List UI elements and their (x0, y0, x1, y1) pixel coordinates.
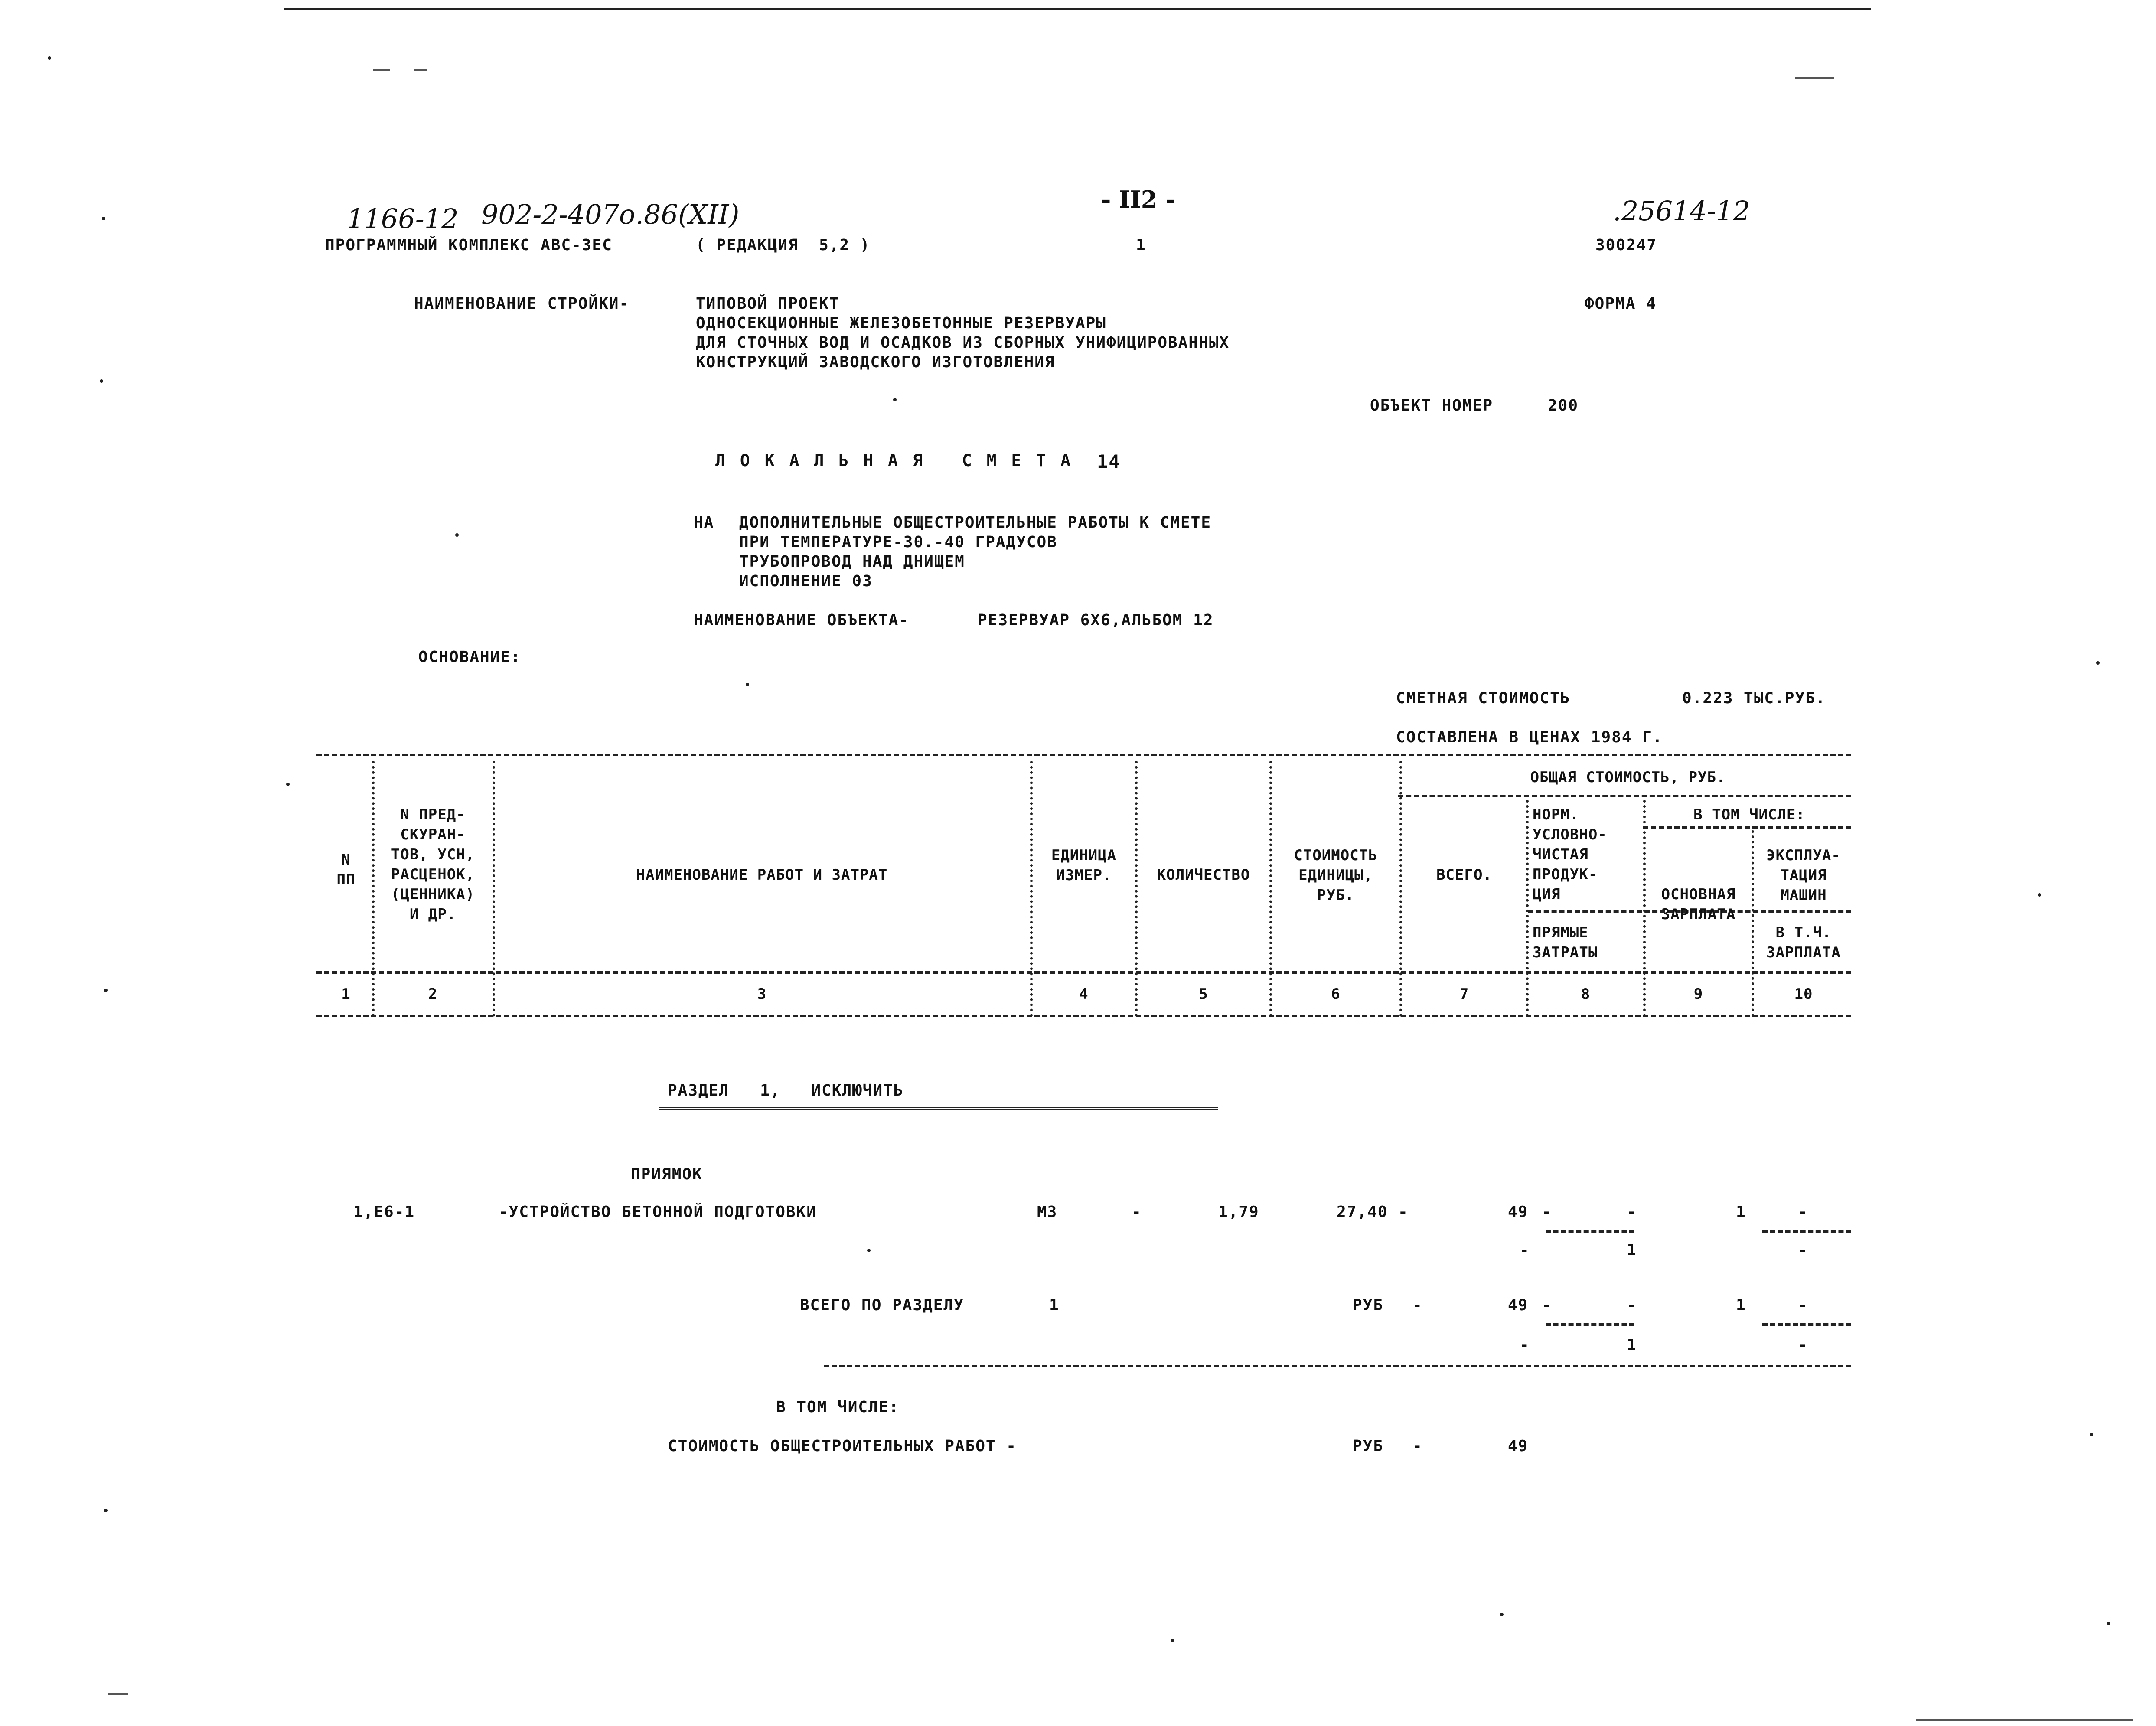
scan-speck (2038, 893, 2041, 897)
scan-mark (414, 69, 427, 71)
col-number-6: 6 (1331, 985, 1341, 1003)
col-machine-wages-header: В Т.Ч. ЗАРПЛАТА (1766, 924, 1841, 961)
group-separator (1398, 795, 1851, 797)
col-sep-3 (1030, 761, 1033, 1017)
object-number: 200 (1548, 397, 1579, 414)
general-works-value: 49 (1508, 1437, 1529, 1455)
col-number-3: 3 (757, 985, 767, 1003)
col-unit-header: ЕДИНИЦА ИЗМЕР. (1051, 847, 1117, 884)
col-sep-9 (1752, 830, 1754, 1017)
item-machines: 1 (1736, 1203, 1746, 1221)
group-total-cost-header: ОБЩАЯ СТОИМОСТЬ, РУБ. (1530, 769, 1726, 786)
object-name-label: НАИМЕНОВАНИЕ ОБЪЕКТА- (694, 611, 910, 629)
project-line-1: ТИПОВОЙ ПРОЕКТ (696, 295, 840, 313)
object-number-label: ОБЪЕКТ НОМЕР (1370, 397, 1494, 414)
general-works-unit: РУБ (1353, 1437, 1384, 1455)
page-number: - II2 - (1101, 186, 1175, 213)
col-wages-header: ОСНОВНАЯ ЗАРПЛАТА (1661, 886, 1736, 923)
estimate-title: ЛОКАЛЬНАЯ СМЕТА (715, 451, 1086, 470)
col-number-2: 2 (428, 985, 438, 1003)
item-sub-rule-1 (1546, 1230, 1634, 1233)
scan-mark (1795, 77, 1834, 79)
scan-speck (746, 683, 749, 686)
item-number: 1,Е6-1 (353, 1203, 415, 1221)
incl-header: В ТОМ ЧИСЛЕ: (1693, 806, 1805, 823)
col-unit-cost-header: СТОИМОСТЬ ЕДИНИЦЫ, РУБ. (1294, 847, 1378, 904)
item-norm: - (1542, 1203, 1552, 1221)
header-bottom-border (316, 971, 1851, 974)
general-works-label: СТОИМОСТЬ ОБЩЕСТРОИТЕЛЬНЫХ РАБОТ - (668, 1437, 1017, 1455)
col-sep-5 (1269, 761, 1272, 1017)
section-total-direct-machine-wages: - (1798, 1336, 1808, 1354)
cost-value: 0.223 ТЫС.РУБ. (1682, 689, 1826, 707)
section-title: РАЗДЕЛ 1, ИСКЛЮЧИТЬ (668, 1082, 904, 1100)
col-sep-6 (1399, 761, 1402, 1017)
col-number-10: 10 (1794, 985, 1813, 1003)
col-pricebook-header: N ПРЕД- СКУРАН- ТОВ, УСН, РАСЦЕНОК, (ЦЕННИКА) И ДР. (391, 806, 475, 923)
section-total-wages: - (1627, 1296, 1637, 1314)
estimate-number: 14 (1097, 451, 1121, 472)
item-unit: М3 (1037, 1203, 1058, 1221)
col-number-1: 1 (341, 985, 351, 1003)
scan-speck (455, 533, 459, 537)
col-number-8: 8 (1581, 985, 1591, 1003)
item-sub-rule-2 (1762, 1230, 1851, 1233)
scan-speck (102, 217, 105, 220)
total-sub-rule-2 (1762, 1323, 1851, 1326)
form-label: ФОРМА 4 (1585, 295, 1657, 313)
scan-speck (2090, 1433, 2093, 1436)
scan-mark (1916, 1719, 2133, 1721)
item-machine-wages: - (1798, 1203, 1808, 1221)
cost-label: СМЕТНАЯ СТОИМОСТЬ (1396, 689, 1571, 707)
scan-speck (2107, 1622, 2110, 1625)
section-total-direct-wages: 1 (1627, 1336, 1637, 1354)
scan-speck (104, 1509, 108, 1512)
scan-speck (893, 398, 897, 401)
section-total-machines: 1 (1736, 1296, 1746, 1314)
section-underline (659, 1107, 1218, 1110)
total-sub-rule-1 (1546, 1323, 1634, 1326)
col-quantity-header: КОЛИЧЕСТВО (1157, 866, 1250, 884)
col-machines-header: ЭКСПЛУА- ТАЦИЯ МАШИН (1766, 847, 1841, 904)
project-line-4: КОНСТРУКЦИЙ ЗАВОДСКОГО ИЗГОТОВЛЕНИЯ (696, 353, 1055, 371)
hand-code-project: 902-2-407о.86(XII) (481, 199, 740, 230)
scan-mark (373, 69, 390, 71)
estimate-on-line-3: ТРУБОПРОВОД НАД ДНИЩЕМ (739, 553, 965, 571)
col-number-4: 4 (1079, 985, 1089, 1003)
item-price: 27,40 - (1337, 1203, 1409, 1221)
program-edition: ( РЕДАКЦИЯ 5,2 ) (696, 236, 871, 254)
col-norm-header: НОРМ. УСЛОВНО- ЧИСТАЯ ПРОДУК- ЦИЯ (1533, 806, 1607, 903)
scan-speck (286, 783, 290, 786)
col-number-9: 9 (1693, 985, 1703, 1003)
section-total-direct: - (1520, 1336, 1530, 1354)
estimate-on-line-2: ПРИ ТЕМПЕРАТУРЕ-30.-40 ГРАДУСОВ (739, 533, 1057, 551)
col-sep-7 (1526, 800, 1529, 1017)
section-total-label: ВСЕГО ПО РАЗДЕЛУ (800, 1296, 964, 1314)
col-sep-2 (493, 761, 495, 1017)
col-direct-costs-header: ПРЯМЫЕ ЗАТРАТЫ (1533, 924, 1598, 961)
section-total-sign: - (1412, 1296, 1423, 1314)
scan-speck (100, 379, 103, 383)
object-name: РЕЗЕРВУАР 6Х6,АЛЬБОМ 12 (978, 611, 1214, 629)
item-direct-machine-wages: - (1798, 1241, 1808, 1259)
item-direct-costs: - (1520, 1241, 1530, 1259)
scan-speck (1171, 1639, 1174, 1642)
scan-speck (104, 989, 108, 992)
doc-code: 300247 (1595, 236, 1657, 254)
estimate-on-label: НА (694, 514, 714, 532)
item-quantity: 1,79 (1218, 1203, 1259, 1221)
item-total: 49 (1508, 1203, 1529, 1221)
numbers-bottom-border (316, 1015, 1851, 1017)
section-total-rule (824, 1365, 1851, 1367)
project-line-2: ОДНОСЕКЦИОННЫЕ ЖЕЛЕЗОБЕТОННЫЕ РЕЗЕРВУАРЫ (696, 314, 1106, 332)
scan-mark (108, 1693, 128, 1695)
item-wages: - (1627, 1203, 1637, 1221)
item-name: -УСТРОЙСТВО БЕТОННОЙ ПОДГОТОВКИ (499, 1203, 817, 1221)
prices-label: СОСТАВЛЕНА В ЦЕНАХ 1984 Г. (1396, 728, 1663, 746)
col-sep-4 (1135, 761, 1138, 1017)
section-total-machine-wages: - (1798, 1296, 1808, 1314)
item-direct-wages: 1 (1627, 1241, 1637, 1259)
col-number-5: 5 (1199, 985, 1208, 1003)
table-top-border (316, 754, 1851, 756)
col-n-header: N ПП (336, 851, 356, 888)
section-total-unit: РУБ (1353, 1296, 1384, 1314)
section-total-norm: - (1542, 1296, 1552, 1314)
section-total-number: 1 (1049, 1296, 1060, 1314)
col-number-7: 7 (1459, 985, 1469, 1003)
item-group-label: ПРИЯМОК (631, 1165, 703, 1183)
program-name: ПРОГРАММНЫЙ КОМПЛЕКС АВС-ЗЕС (325, 236, 613, 254)
col-work-name-header: НАИМЕНОВАНИЕ РАБОТ И ЗАТРАТ (636, 866, 888, 884)
incl-separator (1643, 826, 1851, 829)
hand-code-left: 1166-12 (347, 203, 459, 235)
general-works-sign: - (1412, 1437, 1423, 1455)
scan-speck (1500, 1613, 1504, 1616)
estimate-on-line-4: ИСПОЛНЕНИЕ 03 (739, 572, 873, 590)
basis-label: ОСНОВАНИЕ: (418, 648, 521, 666)
col-total-header: ВСЕГО. (1436, 866, 1492, 884)
scan-speck (48, 56, 51, 60)
estimate-on-line-1: ДОПОЛНИТЕЛЬНЫЕ ОБЩЕСТРОИТЕЛЬНЫЕ РАБОТЫ К СМЕТЕ (739, 514, 1211, 532)
scan-speck (2096, 661, 2100, 665)
hand-code-right: .25614-12 (1613, 195, 1750, 227)
item-sign: - (1132, 1203, 1142, 1221)
project-line-3: ДЛЯ СТОЧНЫХ ВОД И ОСАДКОВ ИЗ СБОРНЫХ УНИФИЦИРОВАННЫХ (696, 334, 1230, 352)
sheet-number: 1 (1136, 236, 1146, 254)
scan-speck (867, 1249, 871, 1252)
including-label: В ТОМ ЧИСЛЕ: (776, 1398, 900, 1416)
top-border (284, 8, 1871, 10)
project-name-label: НАИМЕНОВАНИЕ СТРОЙКИ- (414, 295, 630, 313)
section-total-value: 49 (1508, 1296, 1529, 1314)
col-sep-1 (372, 761, 375, 1017)
